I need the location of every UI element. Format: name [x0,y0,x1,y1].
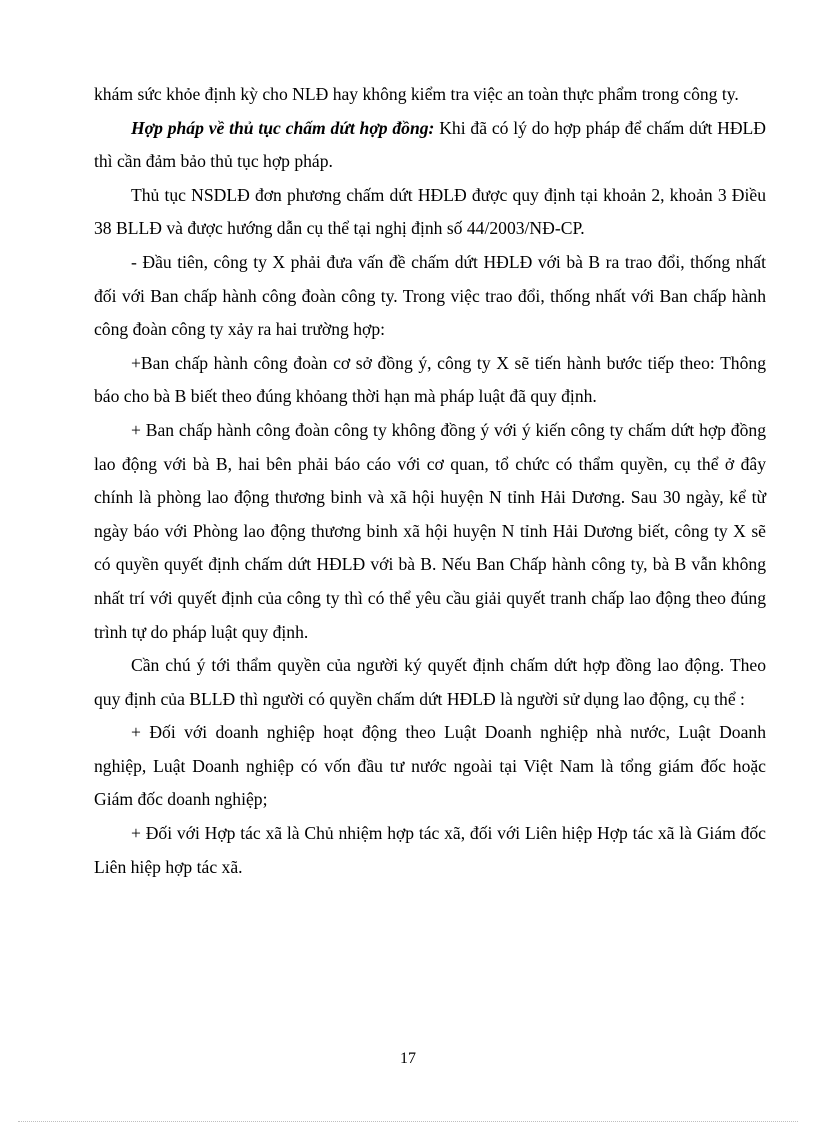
paragraph-2-heading: Hợp pháp về thủ tục chấm dứt hợp đồng: [131,117,435,138]
paragraph-6: + Ban chấp hành công đoàn công ty không đồng ý với ý kiến công ty chấm dứt hợp đồng lao động với bà B, hai bên phải báo cáo với cơ quan, tổ chức có thẩm quyền, cụ thể ở đây chính là phòng lao động thương binh và xã hội huyện N tỉnh Hải Dương. Sau 30 ngày, kể từ ngày báo với Phòng lao động thương binh xã hội huyện N tỉnh Hải Dương biết, công ty X sẽ có quyền quyết định chấm dứt HĐLĐ với bà B. Nếu Ban Chấp hành công ty, bà B vẫn không nhất trí với quyết định của công ty thì có thể yêu cầu giải quyết tranh chấp lao động theo đúng trình tự do pháp luật quy định. [94,419,766,642]
paragraph-4: - Đầu tiên, công ty X phải đưa vấn đề chấm dứt HĐLĐ với bà B ra trao đổi, thống nhất đối với Ban chấp hành công đoàn công ty. Trong việc trao đổi, thống nhất với Ban chấp hành công đoàn công ty xảy ra hai trường hợp: [94,251,766,340]
paragraph-1: khám sức khỏe định kỳ cho NLĐ hay không kiểm tra việc an toàn thực phẩm trong công ty. [94,84,739,104]
paragraph-3: Thủ tục NSDLĐ đơn phương chấm dứt HĐLĐ được quy định tại khoản 2, khoản 3 Điều 38 BLLĐ và được hướng dẫn cụ thể tại nghị định số 44/2003/NĐ-CP. [94,184,766,239]
paragraph-9: + Đối với Hợp tác xã là Chủ nhiệm hợp tác xã, đối với Liên hiệp Hợp tác xã là Giám đốc Liên hiệp hợp tác xã. [94,823,766,877]
paragraph-5: +Ban chấp hành công đoàn cơ sở đồng ý, công ty X sẽ tiến hành bước tiếp theo: Thông báo cho bà B biết theo đúng khỏang thời hạn mà pháp luật đã quy định. [94,352,766,407]
paragraph-7: Cần chú ý tới thẩm quyền của người ký quyết định chấm dứt hợp đồng lao động. Theo quy định của BLLĐ thì người có quyền chấm dứt HĐLĐ là người sử dụng lao động, cụ thể : [94,655,766,709]
paragraph-2-text: Khi đã có lý do hợp pháp để chấm dứt HĐLĐ thì cần đảm bảo thủ tục hợp pháp. [94,117,766,172]
paragraph-2 [94,112,766,179]
paragraph-8: + Đối với doanh nghiệp hoạt động theo Luật Doanh nghiệp nhà nước, Luật Doanh nghiệp, Luật Doanh nghiệp có vốn đầu tư nước ngoài tại Việt Nam là tổng giám đốc hoặc Giám đốc doanh nghiệp; [94,722,766,810]
footer-divider [18,1121,798,1122]
document-body [94,78,766,884]
page-number: 17 [400,1050,416,1067]
